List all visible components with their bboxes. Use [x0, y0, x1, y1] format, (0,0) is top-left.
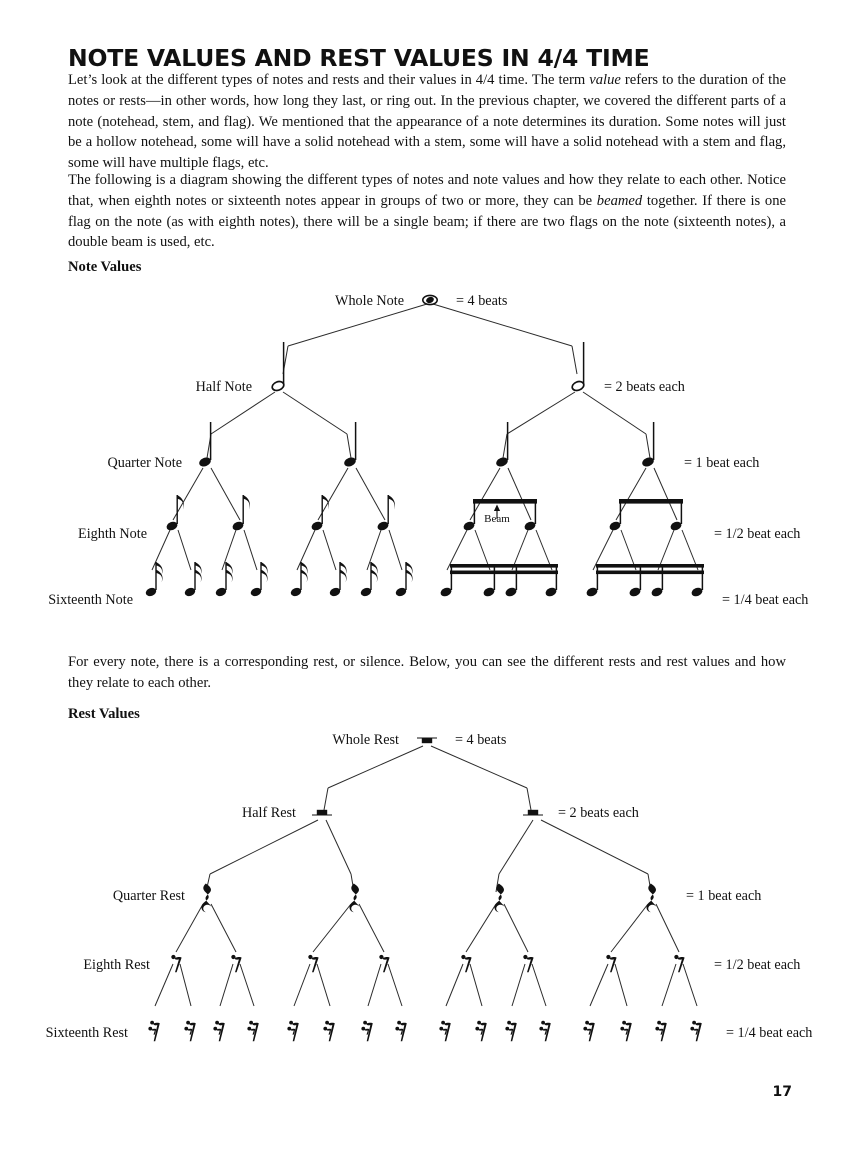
intro-paragraph: [68, 70, 786, 174]
intro-emphasis: value: [589, 72, 621, 88]
row-label-half-rest: Half Rest: [242, 805, 296, 821]
row-value-sixteenth-note: = 1/4 beat each: [722, 592, 809, 608]
row-label-eighth-rest: Eighth Rest: [83, 957, 150, 973]
note-glyph-sixteenth: [395, 562, 413, 598]
rest-glyph-sixteenth: [148, 1021, 159, 1041]
row-value-half-note: = 2 beats each: [604, 379, 685, 395]
row-value-sixteenth-rest: = 1/4 beat each: [726, 1025, 813, 1041]
rest-glyph-eighth: [606, 955, 616, 972]
row-label-whole-rest: Whole Rest: [332, 732, 399, 748]
intro-text-b: refers to the duration of the notes or rests—in other words, how long they last, or ring out. In the previous chapter, we covered the different parts of a note (notehead, stem, and flag). We mentioned that the appearance of a note determines its duration. Some notes will just be a hollow notehead, some will have a solid notehead with a stem, some will have a solid notehead with a stem and flag, some will have multiple flags, etc.: [68, 72, 787, 172]
row-value-quarter-rest: = 1 beat each: [686, 888, 762, 904]
note-glyph-eighth: [310, 495, 329, 532]
row-value-half-rest: = 2 beats each: [558, 805, 639, 821]
note-glyph-sixteenth: [360, 562, 378, 598]
diagram-text-a: The following is a diagram showing the different types of notes and note values and how they relate to each other. Notice that, when eighth notes or sixteenth notes appear in groups of two or more, they can be: [68, 172, 786, 209]
rest-glyph-sixteenth: [475, 1021, 486, 1041]
note-glyph-eighth-beamed: [608, 499, 683, 532]
note-glyph-eighth: [165, 495, 184, 532]
rest-glyph-quarter: [494, 884, 504, 913]
note-glyph-eighth: [376, 495, 395, 532]
row-label-sixteenth-rest: Sixteenth Rest: [45, 1025, 128, 1041]
note-glyph-quarter: [198, 422, 212, 468]
note-glyph-quarter: [495, 422, 509, 468]
rest-glyph-sixteenth: [184, 1021, 195, 1041]
rest-glyph-sixteenth: [323, 1021, 334, 1041]
note-glyph-sixteenth-beamed: [585, 564, 704, 598]
note-glyph-sixteenth: [329, 562, 347, 598]
rest-glyph-sixteenth: [655, 1021, 666, 1041]
rest-glyph-quarter: [349, 884, 359, 913]
rest-glyph-eighth: [171, 955, 181, 972]
rest-glyph-sixteenth: [287, 1021, 298, 1041]
rest-tree-connectors: [155, 746, 697, 1006]
rest-glyph-sixteenth: [620, 1021, 631, 1041]
page-title: NOTE VALUES AND REST VALUES IN 4/4 TIME: [68, 44, 650, 72]
row-value-eighth-note: = 1/2 beat each: [714, 526, 801, 542]
rest-glyph-eighth: [674, 955, 684, 972]
diagram-explanation-paragraph: [68, 170, 786, 253]
rest-glyph-sixteenth: [690, 1021, 701, 1041]
tree-connectors: [152, 304, 698, 570]
row-value-eighth-rest: = 1/2 beat each: [714, 957, 801, 973]
row-label-quarter-rest: Quarter Rest: [112, 888, 185, 904]
rest-values-heading: Rest Values: [68, 706, 140, 722]
note-values-heading: Note Values: [68, 259, 142, 275]
rest-values-diagram: [0, 722, 864, 1052]
rest-glyph-half: [312, 810, 332, 815]
rest-glyph-sixteenth: [213, 1021, 224, 1041]
rest-glyph-eighth: [523, 955, 533, 972]
rest-glyph-half: [523, 810, 543, 815]
beam-annotation: [484, 505, 510, 526]
note-glyph-quarter: [343, 422, 357, 468]
rest-glyph-eighth: [308, 955, 318, 972]
note-glyph-sixteenth: [215, 562, 233, 598]
rest-glyph-eighth: [461, 955, 471, 972]
rest-glyph-sixteenth: [247, 1021, 258, 1041]
diagram-text-b: together. If there is one flag on the note (as with eighth notes), there will be a single beam; if there are two flags on the note (sixteenth notes), a double beam is used, etc.: [68, 192, 786, 251]
row-label-whole-note: Whole Note: [335, 293, 404, 309]
row-label-sixteenth-note: Sixteenth Note: [48, 592, 133, 608]
beam-label: Beam: [484, 513, 510, 525]
note-glyph-sixteenth: [250, 562, 268, 598]
rest-glyph-sixteenth: [583, 1021, 594, 1041]
row-label-half-note: Half Note: [195, 379, 252, 395]
rest-glyph-eighth: [379, 955, 389, 972]
rest-glyph-whole: [417, 738, 437, 743]
rest-glyph-sixteenth: [439, 1021, 450, 1041]
beamed-emphasis: beamed: [596, 192, 643, 209]
note-values-diagram: [0, 282, 864, 622]
rest-glyph-sixteenth: [505, 1021, 516, 1041]
intro-text-a: Let’s look at the different types of notes and rests and their values in 4/4 time. The term: [68, 72, 590, 88]
rest-glyph-sixteenth: [395, 1021, 406, 1041]
note-glyph-eighth: [231, 495, 250, 532]
row-value-whole-rest: = 4 beats: [455, 732, 507, 748]
rest-glyph-eighth: [231, 955, 241, 972]
rest-glyph-sixteenth: [539, 1021, 550, 1041]
row-label-quarter-note: Quarter Note: [107, 455, 182, 471]
note-glyph-sixteenth: [184, 562, 202, 598]
note-glyph-half: [271, 342, 285, 392]
note-glyph-whole: [423, 295, 437, 304]
rest-intro-paragraph: For every note, there is a corresponding rest, or silence. Below, you can see the different rests and rest values and how they relate to each other.: [68, 654, 786, 691]
page-number: 17: [772, 1084, 792, 1100]
row-value-whole-note: = 4 beats: [456, 293, 508, 309]
rest-glyph-quarter: [201, 884, 211, 913]
rest-glyph-sixteenth: [361, 1021, 372, 1041]
note-glyph-sixteenth-beamed: [439, 564, 558, 598]
row-value-quarter-note: = 1 beat each: [684, 455, 760, 471]
row-label-eighth-note: Eighth Note: [78, 526, 147, 542]
rest-glyph-quarter: [646, 884, 656, 913]
